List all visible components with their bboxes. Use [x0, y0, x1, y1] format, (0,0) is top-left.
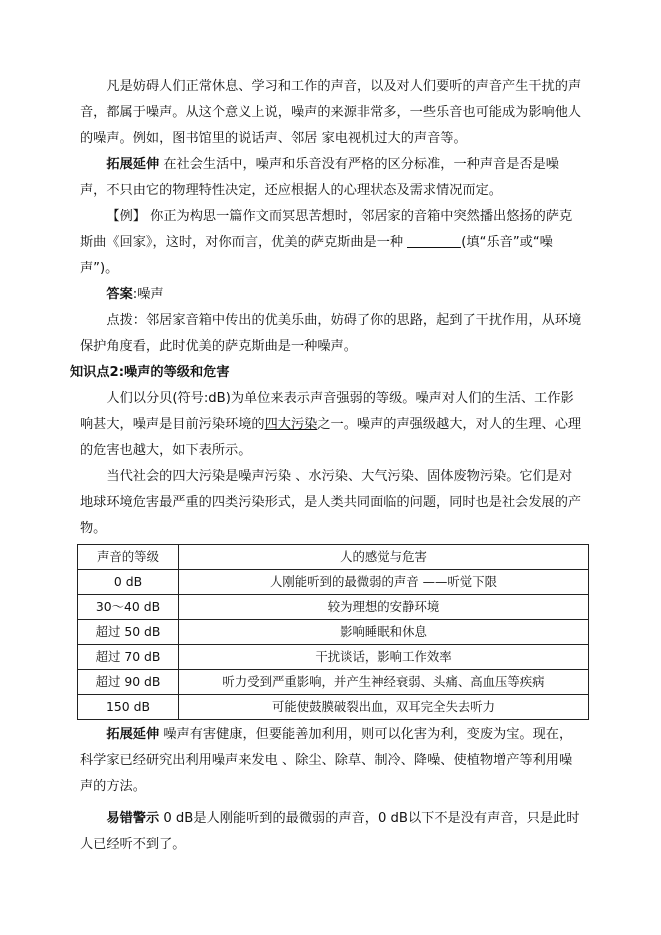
- decibel-paragraph: [80, 386, 585, 464]
- warning-paragraph: [80, 806, 585, 858]
- table-cell-level: 超过 90 dB: [78, 670, 179, 695]
- pollution-paragraph: 当代社会的四大污染是噪声污染 、水污染、大气污染、固体废物污染。它们是对地球环境危害最严重的四类污染形式，是人类共同面临的问题，同时也是社会发展的产物。: [80, 469, 582, 536]
- table-cell-effect: 影响睡眠和休息: [179, 620, 589, 645]
- warning-text: 0 dB是人刚能听到的最微弱的声音，0 dB以下不是没有声音，只是此时 人已经听不到了。: [80, 811, 580, 852]
- table-cell-effect: 听力受到严重影响，并产生神经衰弱、头痛、高血压等疾病: [179, 670, 589, 695]
- table-row: [78, 595, 589, 620]
- table-row: [78, 570, 589, 595]
- warning-label: 易错警示: [106, 811, 160, 826]
- document-page: [70, 74, 585, 858]
- example-paragraph: [80, 204, 585, 282]
- answer-paragraph: [80, 282, 585, 308]
- hint-paragraph: 点拨：邻居家音箱中传出的优美乐曲，妨碍了你的思路，起到了干扰作用，从环境保护角度看，此时优美的萨克斯曲是一种噪声。: [80, 313, 582, 354]
- extension-text-1: 在社会生活中，噪声和乐音没有严格的区分标准，一种声音是否是噪声，不只由它的物理特性决定，还应根据人的心理状态及需求情况而定。: [80, 157, 559, 198]
- decibel-text-after: 之一。噪声的声强级越大，对人的生理、心理的危害也越大，如下表所示。: [80, 417, 582, 458]
- extension-paragraph-1: [80, 152, 585, 204]
- example-label: 【例】: [106, 209, 146, 224]
- intro-paragraph: 凡是妨碍人们正常休息、学习和工作的声音，以及对人们要听的声音产生干扰的声音，都属于噪声。从这个意义上说，噪声的来源非常多，一些乐音也可能成为影响他人的噪声。例如，图书馆里的说话声、邻居 家电视机过大的声音等。: [80, 79, 582, 146]
- answer-label: 答案: [106, 287, 133, 302]
- extension-label-1: 拓展延伸: [106, 157, 160, 172]
- decibel-text-before: 人们以分贝(符号:dB)为单位来表示声音强弱的等级。噪声对人们的生活、工作影响甚大，噪声是目前污染环境的: [80, 391, 574, 432]
- extension-paragraph-2: [80, 722, 585, 800]
- table-header-cell: 声音的等级: [78, 545, 179, 570]
- table-cell-effect: 人刚能听到的最微弱的声音 ——听觉下限: [179, 570, 589, 595]
- table-header-row: [78, 545, 589, 570]
- table-cell-level: 30～40 dB: [78, 595, 179, 620]
- table-cell-level: 超过 70 dB: [78, 645, 179, 670]
- table-header-cell: 人的感觉与危害: [179, 545, 589, 570]
- extension-text-2: 噪声有害健康，但要能善加利用，则可以化害为利，变废为宝。现在，科学家已经研究出利用噪声来发电 、除尘、除草、制冷、降噪、使植物增产等利用噪声的方法。: [80, 727, 573, 794]
- answer-text: :噪声: [132, 287, 164, 302]
- table-cell-level: 超过 50 dB: [78, 620, 179, 645]
- section-heading: 知识点2:噪声的等级和危害: [70, 365, 230, 380]
- noise-level-table: [77, 544, 589, 720]
- underlined-term: 四大污染: [264, 417, 318, 432]
- example-text-before: 你正为构思一篇作文而冥思苦想时，邻居家的音箱中突然播出悠扬的萨克斯曲《回家》，这时，对你而言，优美的萨克斯曲是一种: [80, 209, 573, 250]
- table-cell-effect: 干扰谈话，影响工作效率: [179, 645, 589, 670]
- table-row: [78, 620, 589, 645]
- example-text-after: (填“乐音”或“噪声”)。: [80, 235, 553, 276]
- table-cell-level: 150 dB: [78, 695, 179, 720]
- table-row: [78, 645, 589, 670]
- table-cell-level: 0 dB: [78, 570, 179, 595]
- extension-label-2: 拓展延伸: [106, 727, 160, 742]
- table-cell-effect: 较为理想的安静环境: [179, 595, 589, 620]
- table-row: [78, 695, 589, 720]
- table-cell-effect: 可能使鼓膜破裂出血，双耳完全失去听力: [179, 695, 589, 720]
- answer-blank: [407, 233, 461, 248]
- table-row: [78, 670, 589, 695]
